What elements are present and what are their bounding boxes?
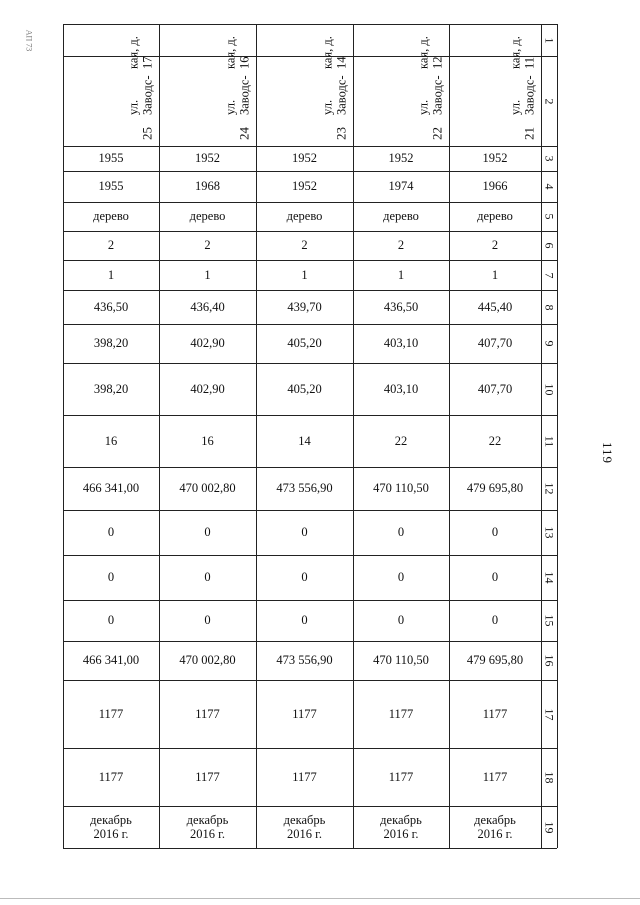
row-number-label: 13 [542, 526, 557, 539]
row-number [542, 56, 556, 146]
row-number [542, 415, 556, 467]
table-cell: 479 695,80 [466, 653, 524, 668]
row-number-label: 1 [542, 37, 557, 43]
table-cell: 0 [491, 613, 499, 628]
row-number-label: 4 [542, 183, 557, 190]
row-number [542, 231, 556, 260]
table-cell: декабрь 2016 г. [90, 812, 132, 841]
table-cell: 1955 [98, 179, 124, 194]
row-number-label: 2 [542, 98, 557, 104]
table-cell: 0 [107, 613, 115, 628]
row-number-label: 8 [542, 304, 557, 310]
row-number-label: 9 [542, 340, 557, 347]
table-cell: 2 [397, 238, 405, 253]
row-number [542, 171, 556, 202]
table-cell: 470 110,50 [373, 481, 429, 496]
row-number [542, 363, 556, 415]
table-cell: 0 [397, 525, 405, 540]
table-cell: 398,20 [93, 336, 129, 351]
table-cell: 1955 [98, 151, 124, 166]
row-number [542, 641, 556, 680]
table-cell: 402,90 [190, 381, 225, 396]
column-number: 24 [236, 127, 252, 140]
table-cell: 466 341,00 [82, 653, 140, 668]
row-number [542, 680, 556, 748]
address-line: ул. Заводс- [508, 75, 537, 115]
table-cell: 1952 [482, 151, 508, 166]
table-cell: 1968 [195, 179, 220, 194]
table-cell: декабрь 2016 г. [283, 812, 326, 841]
table-cell: 1177 [98, 706, 124, 721]
column-number: 23 [333, 127, 349, 140]
table-cell: 405,20 [287, 336, 322, 351]
column-header [63, 24, 159, 146]
table-grid-vline [557, 24, 558, 848]
table-cell: 473 556,90 [276, 481, 333, 496]
row-number [542, 600, 556, 641]
row-number [542, 290, 556, 324]
table-cell: 0 [107, 570, 115, 585]
address-line: ул. Заводс- [416, 75, 445, 115]
table-cell: 436,50 [93, 299, 129, 314]
table-cell: 407,70 [477, 381, 513, 396]
table-cell: 1177 [292, 769, 317, 784]
address-line: кая, д. 12 [416, 35, 445, 69]
table-cell: дерево [93, 209, 129, 224]
table-cell: 0 [397, 570, 405, 585]
table-cell: 1952 [195, 151, 220, 166]
row-number [542, 24, 556, 56]
table-cell: 0 [204, 570, 211, 585]
table-cell: декабрь 2016 г. [380, 812, 422, 841]
bottom-divider [0, 898, 640, 899]
table-cell: 0 [491, 525, 499, 540]
row-number [542, 202, 556, 231]
table-cell: 0 [301, 613, 308, 628]
table-cell: 2 [204, 238, 211, 253]
table-cell: 0 [301, 570, 308, 585]
row-number [542, 324, 556, 363]
table-cell: 470 002,80 [179, 481, 236, 496]
table-cell: 14 [298, 433, 311, 448]
row-number [542, 748, 556, 806]
table-cell: 436,40 [190, 299, 225, 314]
table-cell: 1 [204, 267, 211, 282]
column-number: 22 [429, 127, 445, 140]
table-cell: 470 110,50 [373, 653, 429, 668]
row-number-label: 14 [542, 571, 557, 584]
column-number: 21 [521, 127, 537, 140]
table-cell: 1 [397, 267, 405, 282]
table-cell: 1966 [482, 179, 508, 194]
row-number [542, 467, 556, 510]
table-cell: 2 [107, 238, 115, 253]
row-number-label: 5 [542, 213, 557, 220]
row-number-label: 3 [542, 155, 557, 162]
row-number [542, 260, 556, 290]
address-line: ул. Заводс- [126, 75, 155, 115]
table-cell: декабрь 2016 г. [474, 812, 516, 841]
row-number-label: 15 [542, 614, 557, 627]
table-cell: декабрь 2016 г. [186, 812, 229, 841]
row-number [542, 510, 556, 555]
table-cell: 407,70 [477, 336, 513, 351]
table-cell: 436,50 [383, 299, 419, 314]
table-cell: 1 [301, 267, 308, 282]
table-cell: 1 [107, 267, 115, 282]
row-number [542, 555, 556, 600]
table-cell: 1177 [482, 706, 508, 721]
table-cell: 466 341,00 [82, 481, 140, 496]
row-number-label: 17 [542, 708, 557, 720]
page-number: 119 [600, 441, 616, 465]
table-cell: 1952 [388, 151, 414, 166]
table-cell: 403,10 [383, 381, 419, 396]
row-number-label: 7 [542, 272, 557, 278]
table-cell: 445,40 [477, 299, 513, 314]
table-cell: 0 [204, 613, 211, 628]
table-cell: 2 [301, 238, 308, 253]
table-cell: 1177 [98, 769, 124, 784]
table-cell: дерево [189, 209, 226, 224]
address-line: кая, д. 16 [223, 35, 252, 69]
address-line: ул. Заводс- [223, 75, 252, 115]
row-number [542, 146, 556, 171]
row-number [542, 806, 556, 848]
table-cell: 405,20 [287, 381, 322, 396]
table-cell: 0 [491, 570, 499, 585]
table-cell: 22 [394, 433, 408, 448]
row-number-label: 16 [542, 654, 557, 667]
table-cell: 0 [107, 525, 115, 540]
column-header [256, 24, 353, 146]
address-line: ул. Заводс- [320, 75, 349, 115]
table-cell: 402,90 [190, 336, 225, 351]
row-number-label: 6 [542, 242, 557, 249]
row-number-label: 11 [542, 435, 557, 447]
column-number: 25 [139, 127, 155, 140]
row-number-label: 19 [542, 821, 557, 833]
column-header [353, 24, 449, 146]
table-cell: 1177 [388, 769, 414, 784]
table-cell: 0 [301, 525, 308, 540]
table-cell: 439,70 [287, 299, 322, 314]
row-number-label: 18 [542, 771, 557, 783]
table-cell: 16 [104, 433, 118, 448]
address-line: кая, д. 17 [126, 35, 155, 69]
table-cell: дерево [383, 209, 419, 224]
table-cell: 470 002,80 [179, 653, 236, 668]
table-grid-hline [63, 848, 557, 849]
table-cell: 0 [204, 525, 211, 540]
table-cell: 0 [397, 613, 405, 628]
table-cell: 403,10 [383, 336, 419, 351]
row-number-label: 10 [542, 383, 557, 395]
table-cell: 1952 [292, 151, 317, 166]
table-cell: 398,20 [93, 381, 129, 396]
table-cell: 1177 [482, 769, 508, 784]
table-cell: дерево [286, 209, 323, 224]
table-cell: 1177 [292, 706, 317, 721]
table-cell: 1177 [388, 706, 414, 721]
column-header [449, 24, 541, 146]
table-cell: 22 [488, 433, 502, 448]
table-cell: 2 [491, 238, 499, 253]
table-cell: 473 556,90 [276, 653, 333, 668]
address-line: кая, д. 14 [320, 35, 349, 69]
table-cell: 1177 [195, 706, 220, 721]
table-cell: 16 [201, 433, 214, 448]
table-cell: 479 695,80 [466, 481, 524, 496]
table-cell: дерево [477, 209, 513, 224]
column-header [159, 24, 256, 146]
address-line: кая, д. 11 [508, 35, 537, 69]
table-cell: 1177 [195, 769, 220, 784]
table-cell: 1974 [388, 179, 414, 194]
corner-mark: АП 73 [24, 29, 34, 52]
table-cell: 1 [491, 267, 499, 282]
row-number-label: 12 [542, 482, 557, 495]
table-cell: 1952 [292, 179, 317, 194]
